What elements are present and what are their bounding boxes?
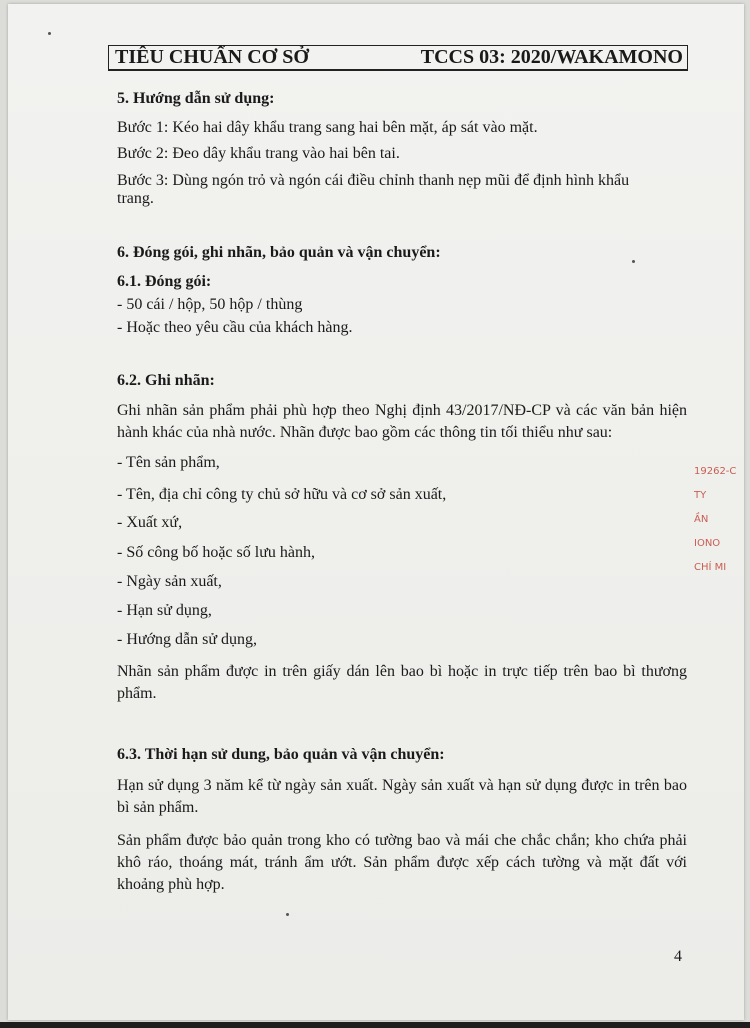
document-header [108, 45, 688, 71]
section-5-heading: 5. Hướng dẫn sử dụng: [117, 90, 275, 107]
step-3: Bước 3: Dùng ngón trỏ và ngón cái điều chỉnh thanh nẹp mũi để định hình khẩu [117, 172, 630, 189]
shelf-life-paragraph: Hạn sử dụng 3 năm kể từ ngày sản xuất. Ngày sản xuất và hạn sử dụng được in trên bao bì sản phẩm. [117, 777, 687, 816]
section-6-heading: 6. Đóng gói, ghi nhãn, bảo quản và vận chuyển: [117, 244, 441, 261]
labeling-intro: Ghi nhãn sản phẩm phải phù hợp theo Nghị định 43/2017/NĐ-CP và các văn bản hiện hành khác của nhà nước. Nhãn được bao gồm các thông tin tối thiểu như sau: [117, 402, 687, 441]
header-standard-code: TCCS 03: 2020/WAKAMONO [420, 46, 683, 68]
section-6-2-heading: 6.2. Ghi nhãn: [117, 372, 215, 389]
scan-speck [48, 32, 51, 35]
packing-item-2: - Hoặc theo yêu cầu của khách hàng. [117, 319, 353, 336]
section-6-1-heading: 6.1. Đóng gói: [117, 273, 212, 290]
labeling-outro: Nhãn sản phẩm được in trên giấy dán lên bao bì hoặc in trực tiếp trên bao bì thương phẩm. [117, 663, 687, 702]
label-item: - Số công bố hoặc số lưu hành, [117, 544, 315, 561]
bottom-edge-bar [0, 1022, 750, 1028]
storage-paragraph: Sản phẩm được bảo quản trong kho có tường bao và mái che chắc chắn; kho chứa phải khô ráo, thoáng mát, tránh ẩm ướt. Sản phẩm được xếp cách tường và mặt đất với khoảng phù hợp. [117, 832, 687, 893]
step-1: Bước 1: Kéo hai dây khẩu trang sang hai bên mặt, áp sát vào mặt. [117, 119, 538, 136]
document-page [8, 4, 744, 1020]
label-item: - Hạn sử dụng, [117, 602, 212, 619]
label-item: - Xuất xứ, [117, 514, 183, 531]
label-item: - Tên sản phẩm, [117, 454, 220, 471]
scan-speck [286, 913, 289, 916]
label-item: - Ngày sản xuất, [117, 573, 222, 590]
packing-item-1: - 50 cái / hộp, 50 hộp / thùng [117, 296, 303, 313]
step-3-cont: trang. [117, 190, 154, 207]
label-item: - Hướng dẫn sử dụng, [117, 631, 258, 648]
page-number: 4 [674, 948, 682, 965]
step-2: Bước 2: Đeo dây khẩu trang vào hai bên tai. [117, 145, 400, 162]
company-stamp: 19262-C TY ẦN IONO CHÍ MI [694, 466, 737, 573]
label-item: - Tên, địa chỉ công ty chủ sở hữu và cơ sở sản xuất, [117, 486, 447, 503]
header-standard-title: TIÊU CHUẨN CƠ SỞ [115, 46, 309, 68]
section-6-3-heading: 6.3. Thời hạn sử dung, bảo quản và vận chuyển: [117, 746, 445, 763]
scan-speck [632, 260, 635, 263]
